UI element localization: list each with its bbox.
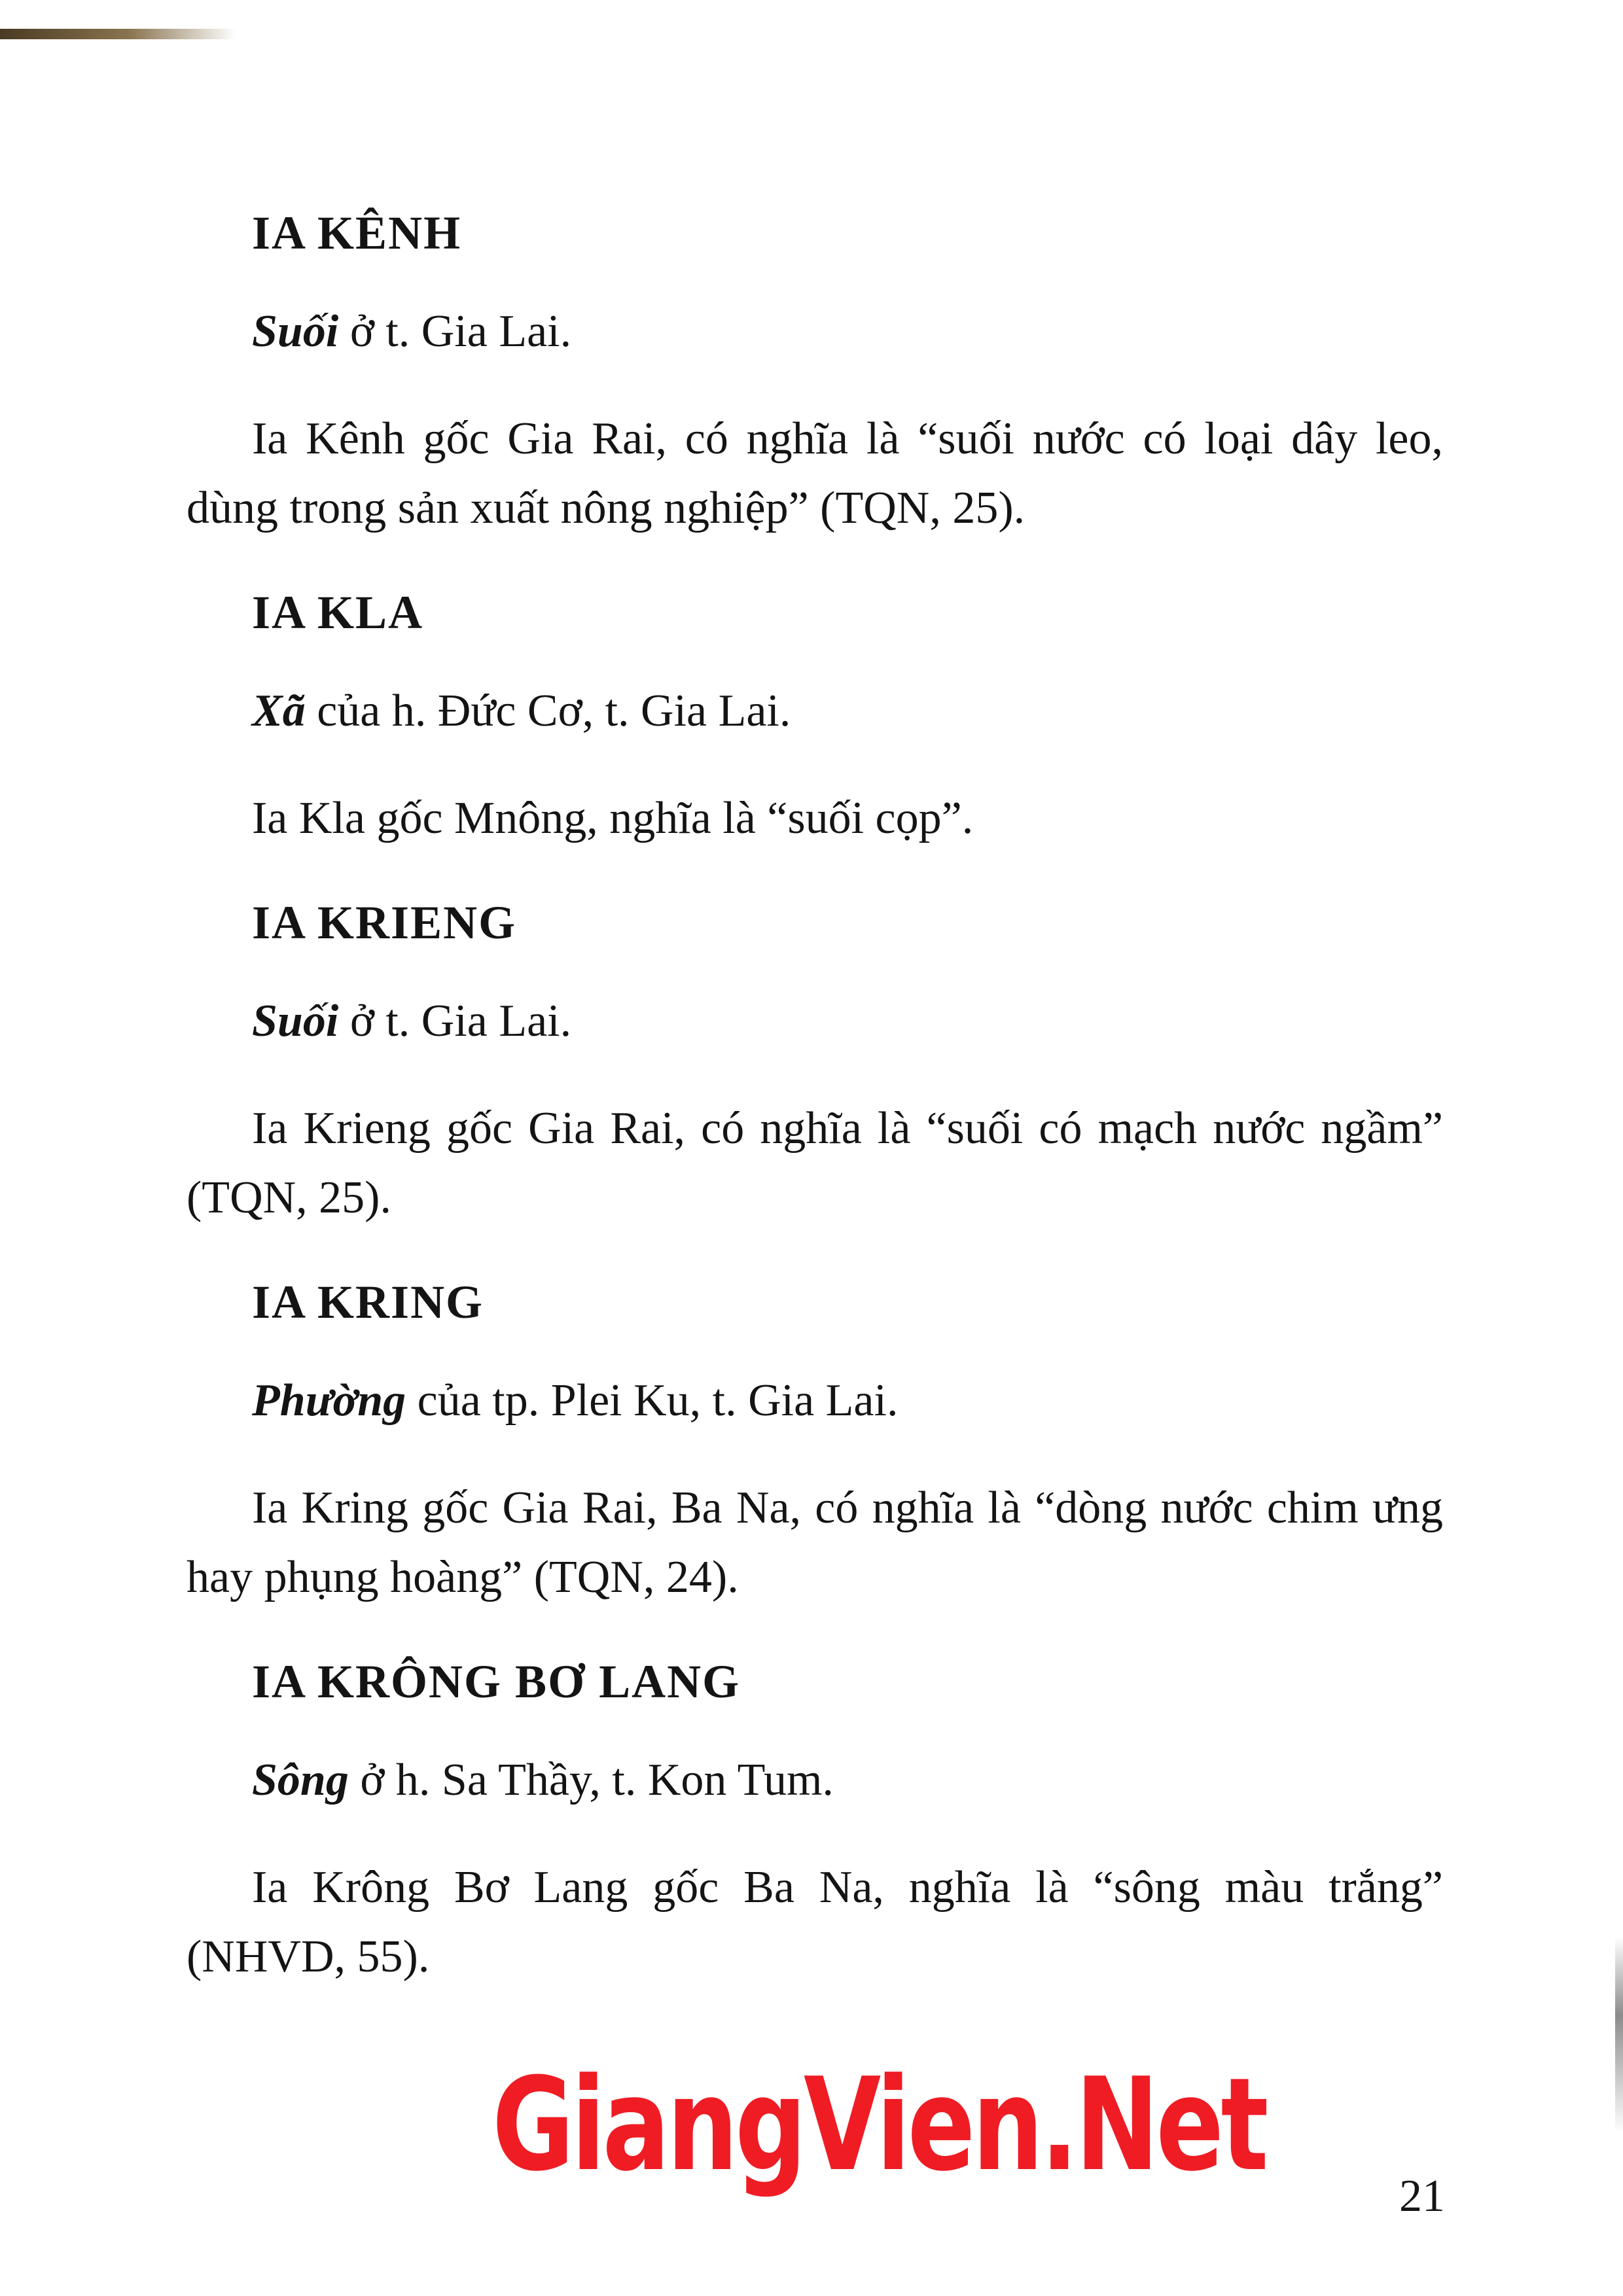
dictionary-entry (187, 1655, 1443, 1992)
entry-description: Ia Kring gốc Gia Rai, Ba Na, có nghĩa là “dòng nước chim ưng hay phụng hoàng” (TQN, 24). (187, 1483, 1443, 1602)
entry-kind: Xã (252, 686, 306, 736)
entry-kind-line (252, 306, 1443, 357)
entry-kind-line (252, 1375, 1443, 1426)
page-number: 21 (1399, 2171, 1445, 2221)
entry-headword: IA KÊNH (252, 207, 462, 259)
entry-location: ở t. Gia Lai. (338, 996, 572, 1046)
entry-description: Ia Kla gốc Mnông, nghĩa là “suối cọp”. (252, 793, 974, 843)
entry-headword: IA KLA (252, 586, 424, 639)
entry-location: của h. Đức Cơ, t. Gia Lai. (305, 686, 791, 736)
entry-kind: Sông (252, 1755, 349, 1805)
entry-description: Ia Krông Bơ Lang gốc Ba Na, nghĩa là “sông màu trắng” (NHVD, 55). (187, 1862, 1443, 1982)
entry-headword: IA KRIENG (252, 896, 517, 949)
entry-kind: Phường (252, 1375, 406, 1426)
entry-headword: IA KRÔNG BƠ LANG (252, 1655, 741, 1708)
scan-edge-top (0, 29, 236, 39)
entry-kind-line (252, 1757, 1443, 1803)
dictionary-entry (187, 1276, 1443, 1612)
entry-headword: IA KRING (252, 1276, 484, 1328)
page-body (187, 209, 1443, 2038)
dictionary-entry (187, 586, 1443, 853)
entry-kind: Suối (252, 996, 339, 1046)
entry-description: Ia Krieng gốc Gia Rai, có nghĩa là “suối có mạch nước ngầm” (TQN, 25). (187, 1103, 1443, 1223)
entry-kind-line (252, 998, 1443, 1044)
entry-location: của tp. Plei Ku, t. Gia Lai. (406, 1375, 899, 1426)
entry-kind: Suối (252, 306, 339, 357)
entry-location: ở t. Gia Lai. (338, 306, 572, 357)
dictionary-entry (187, 209, 1443, 543)
scan-edge-right (1615, 1937, 1623, 2133)
entry-description: Ia Kênh gốc Gia Rai, có nghĩa là “suối nước có loại dây leo, dùng trong sản xuất nông nghiệp” (TQN, 25). (187, 414, 1443, 533)
dictionary-entry (187, 896, 1443, 1233)
watermark-logo: GiangVien.Net (492, 2051, 1266, 2200)
entry-location: ở h. Sa Thầy, t. Kon Tum. (348, 1755, 834, 1805)
entry-kind-line (252, 688, 1443, 734)
